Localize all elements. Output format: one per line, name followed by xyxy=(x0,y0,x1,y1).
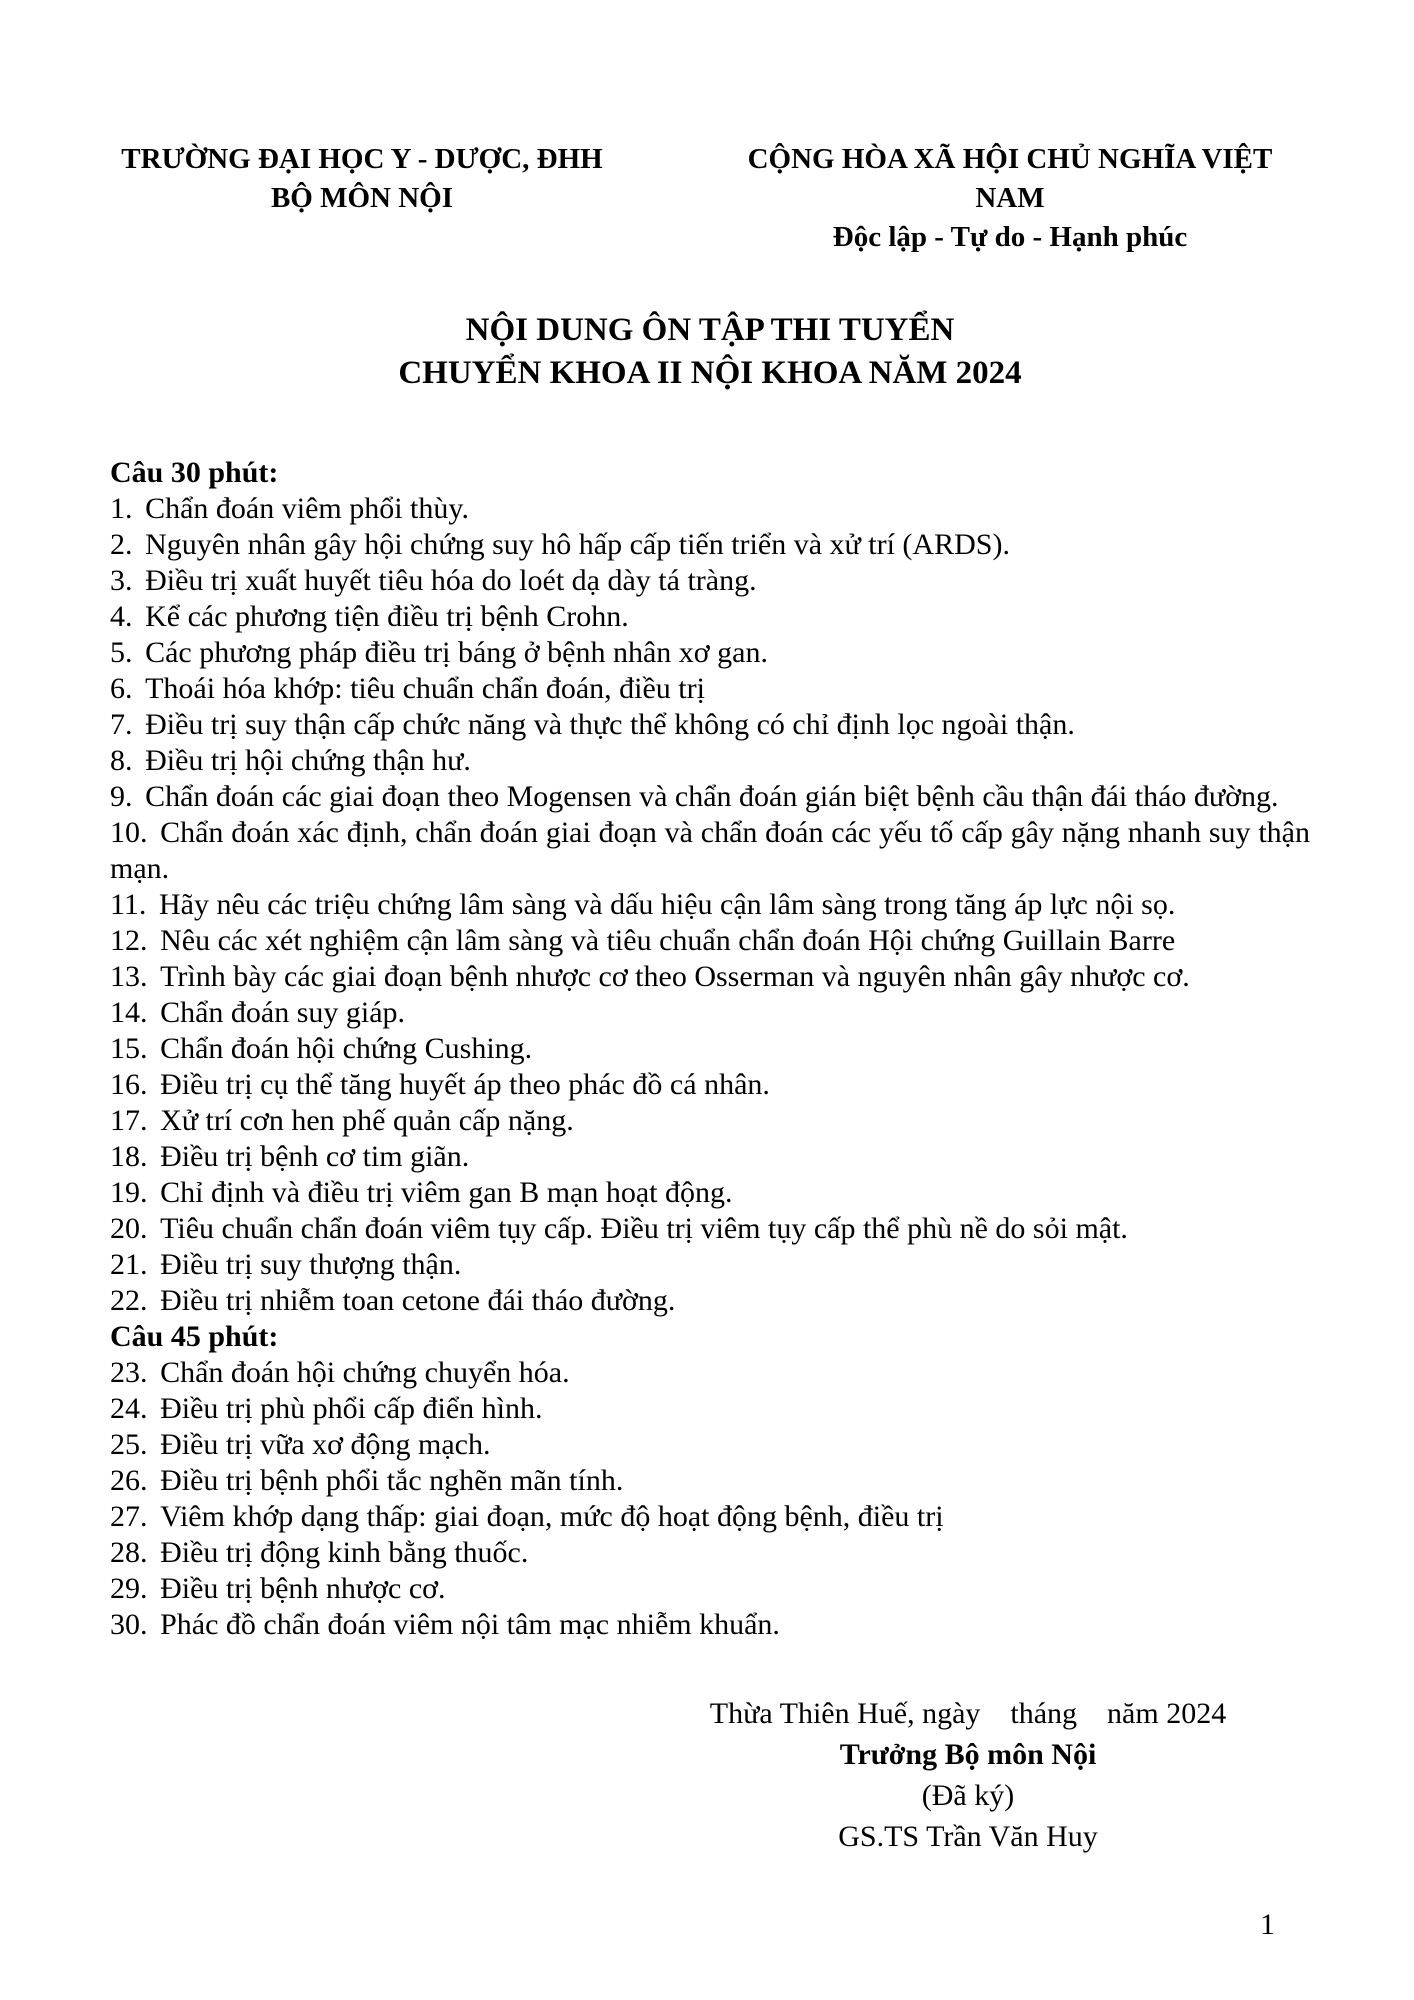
item-number: 12. xyxy=(110,924,148,957)
item-number: 11. xyxy=(110,888,147,921)
signature-block xyxy=(688,1693,1248,1857)
department-name: BỘ MÔN NỘI xyxy=(270,182,454,214)
list-item xyxy=(110,1391,1310,1427)
item-number: 20. xyxy=(110,1212,148,1245)
item-number: 19. xyxy=(110,1176,148,1209)
item-text: Điều trị hội chứng thận hư. xyxy=(145,744,471,777)
list-item xyxy=(110,1355,1310,1391)
item-number: 1. xyxy=(110,492,133,525)
list-item xyxy=(110,1067,1310,1103)
item-text: Chẩn đoán hội chứng Cushing. xyxy=(160,1032,533,1065)
list-item xyxy=(110,1103,1310,1139)
list-item xyxy=(110,1175,1310,1211)
item-number: 8. xyxy=(110,744,133,777)
list-item xyxy=(110,1427,1310,1463)
signature-name: GS.TS Trần Văn Huy xyxy=(838,1820,1098,1853)
item-text: Điều trị vữa xơ động mạch. xyxy=(160,1428,491,1461)
item-number: 21. xyxy=(110,1248,148,1281)
item-text: Trình bày các giai đoạn bệnh nhược cơ theo Osserman và nguyên nhân gây nhược cơ. xyxy=(160,960,1190,993)
item-number: 25. xyxy=(110,1428,148,1461)
item-number: 6. xyxy=(110,672,133,705)
list-item xyxy=(110,959,1310,995)
item-text: Điều trị cụ thể tăng huyết áp theo phác đồ cá nhân. xyxy=(160,1068,770,1101)
list-item xyxy=(110,1139,1310,1175)
list-item xyxy=(110,1535,1310,1571)
item-text: Điều trị bệnh cơ tim giãn. xyxy=(160,1140,470,1173)
item-number: 5. xyxy=(110,636,133,669)
list-item xyxy=(110,671,1310,707)
item-text: Điều trị nhiễm toan cetone đái tháo đường. xyxy=(160,1284,676,1317)
list-item xyxy=(110,635,1310,671)
doc-title-line1: NỘI DUNG ÔN TẬP THI TUYỂN xyxy=(465,312,955,348)
list-item xyxy=(110,1031,1310,1067)
list-item xyxy=(110,815,1310,887)
item-text: Chẩn đoán viêm phổi thùy. xyxy=(145,492,469,525)
item-text: Điều trị suy thận cấp chức năng và thực thể không có chỉ định lọc ngoài thận. xyxy=(145,708,1075,741)
item-text: Hãy nêu các triệu chứng lâm sàng và dấu hiệu cận lâm sàng trong tăng áp lực nội sọ. xyxy=(158,888,1176,921)
list-item xyxy=(110,995,1310,1031)
page-title xyxy=(110,309,1310,395)
item-number: 17. xyxy=(110,1104,148,1137)
header-left-block xyxy=(110,140,614,218)
item-text: Điều trị động kinh bằng thuốc. xyxy=(160,1536,529,1569)
list-item xyxy=(110,527,1310,563)
item-number: 7. xyxy=(110,708,133,741)
list-item xyxy=(110,887,1310,923)
list-item xyxy=(110,923,1310,959)
item-text: Xử trí cơn hen phế quản cấp nặng. xyxy=(160,1104,574,1137)
item-text: Kể các phương tiện điều trị bệnh Crohn. xyxy=(145,600,629,633)
list-item xyxy=(110,1571,1310,1607)
item-number: 16. xyxy=(110,1068,148,1101)
national-motto: Độc lập - Tự do - Hạnh phúc xyxy=(832,221,1188,253)
item-number: 9. xyxy=(110,780,133,813)
item-text: Điều trị suy thượng thận. xyxy=(160,1248,462,1281)
item-text: Chỉ định và điều trị viêm gan B mạn hoạt động. xyxy=(160,1176,733,1209)
item-number: 29. xyxy=(110,1572,148,1605)
list-item xyxy=(110,1211,1310,1247)
item-number: 3. xyxy=(110,564,133,597)
item-number: 10. xyxy=(110,816,148,849)
item-text: Chẩn đoán hội chứng chuyển hóa. xyxy=(160,1356,570,1389)
item-text: Điều trị xuất huyết tiêu hóa do loét dạ dày tá tràng. xyxy=(145,564,757,597)
list-item xyxy=(110,707,1310,743)
page-number: 1 xyxy=(1260,1908,1275,1941)
national-heading: CỘNG HÒA XÃ HỘI CHỦ NGHĨA VIỆT NAM xyxy=(747,143,1273,214)
item-text: Chẩn đoán các giai đoạn theo Mogensen và chẩn đoán gián biệt bệnh cầu thận đái tháo đường. xyxy=(145,780,1279,813)
list-item xyxy=(110,1463,1310,1499)
signature-dateline: Thừa Thiên Huế, ngày tháng năm 2024 xyxy=(709,1697,1227,1730)
list-item xyxy=(110,491,1310,527)
signature-signed-note: (Đã ký) xyxy=(921,1779,1015,1812)
section-heading-30min: Câu 30 phút: xyxy=(110,456,279,489)
item-number: 13. xyxy=(110,960,148,993)
question-list xyxy=(110,455,1310,1643)
item-text: Viêm khớp dạng thấp: giai đoạn, mức độ hoạt động bệnh, điều trị xyxy=(160,1500,944,1533)
item-text: Các phương pháp điều trị báng ở bệnh nhân xơ gan. xyxy=(145,636,768,669)
section-heading-45min: Câu 45 phút: xyxy=(110,1320,279,1353)
item-number: 28. xyxy=(110,1536,148,1569)
list-item xyxy=(110,779,1310,815)
item-text: Chẩn đoán xác định, chẩn đoán giai đoạn và chẩn đoán các yếu tố cấp gây nặng nhanh suy thận mạn. xyxy=(110,816,1310,885)
list-item xyxy=(110,563,1310,599)
item-text: Nguyên nhân gây hội chứng suy hô hấp cấp tiến triển và xử trí (ARDS). xyxy=(145,528,1010,561)
signature-role: Trưởng Bộ môn Nội xyxy=(839,1738,1097,1771)
list-item xyxy=(110,599,1310,635)
item-number: 14. xyxy=(110,996,148,1029)
item-text: Chẩn đoán suy giáp. xyxy=(160,996,406,1029)
item-number: 2. xyxy=(110,528,133,561)
item-number: 30. xyxy=(110,1608,148,1641)
item-number: 23. xyxy=(110,1356,148,1389)
list-item xyxy=(110,1499,1310,1535)
item-number: 18. xyxy=(110,1140,148,1173)
item-number: 27. xyxy=(110,1500,148,1533)
item-text: Nêu các xét nghiệm cận lâm sàng và tiêu chuẩn chẩn đoán Hội chứng Guillain Barre xyxy=(160,924,1176,957)
item-text: Tiêu chuẩn chẩn đoán viêm tụy cấp. Điều trị viêm tụy cấp thể phù nề do sỏi mật. xyxy=(160,1212,1128,1245)
document-header xyxy=(110,140,1310,257)
item-text: Điều trị bệnh nhược cơ. xyxy=(160,1572,446,1605)
institution-name: TRƯỜNG ĐẠI HỌC Y - DƯỢC, ĐHH xyxy=(121,143,603,175)
list-item xyxy=(110,1607,1310,1643)
doc-title-line2: CHUYỂN KHOA II NỘI KHOA NĂM 2024 xyxy=(398,355,1022,391)
item-number: 4. xyxy=(110,600,133,633)
item-text: Thoái hóa khớp: tiêu chuẩn chẩn đoán, điều trị xyxy=(145,672,705,705)
item-number: 15. xyxy=(110,1032,148,1065)
header-right-block xyxy=(710,140,1310,257)
item-text: Phác đồ chẩn đoán viêm nội tâm mạc nhiễm khuẩn. xyxy=(160,1608,780,1641)
item-number: 24. xyxy=(110,1392,148,1425)
item-text: Điều trị phù phổi cấp điển hình. xyxy=(160,1392,543,1425)
item-text: Điều trị bệnh phổi tắc nghẽn mãn tính. xyxy=(160,1464,624,1497)
list-item xyxy=(110,743,1310,779)
item-number: 26. xyxy=(110,1464,148,1497)
item-number: 22. xyxy=(110,1284,148,1317)
list-item xyxy=(110,1247,1310,1283)
list-item xyxy=(110,1283,1310,1319)
